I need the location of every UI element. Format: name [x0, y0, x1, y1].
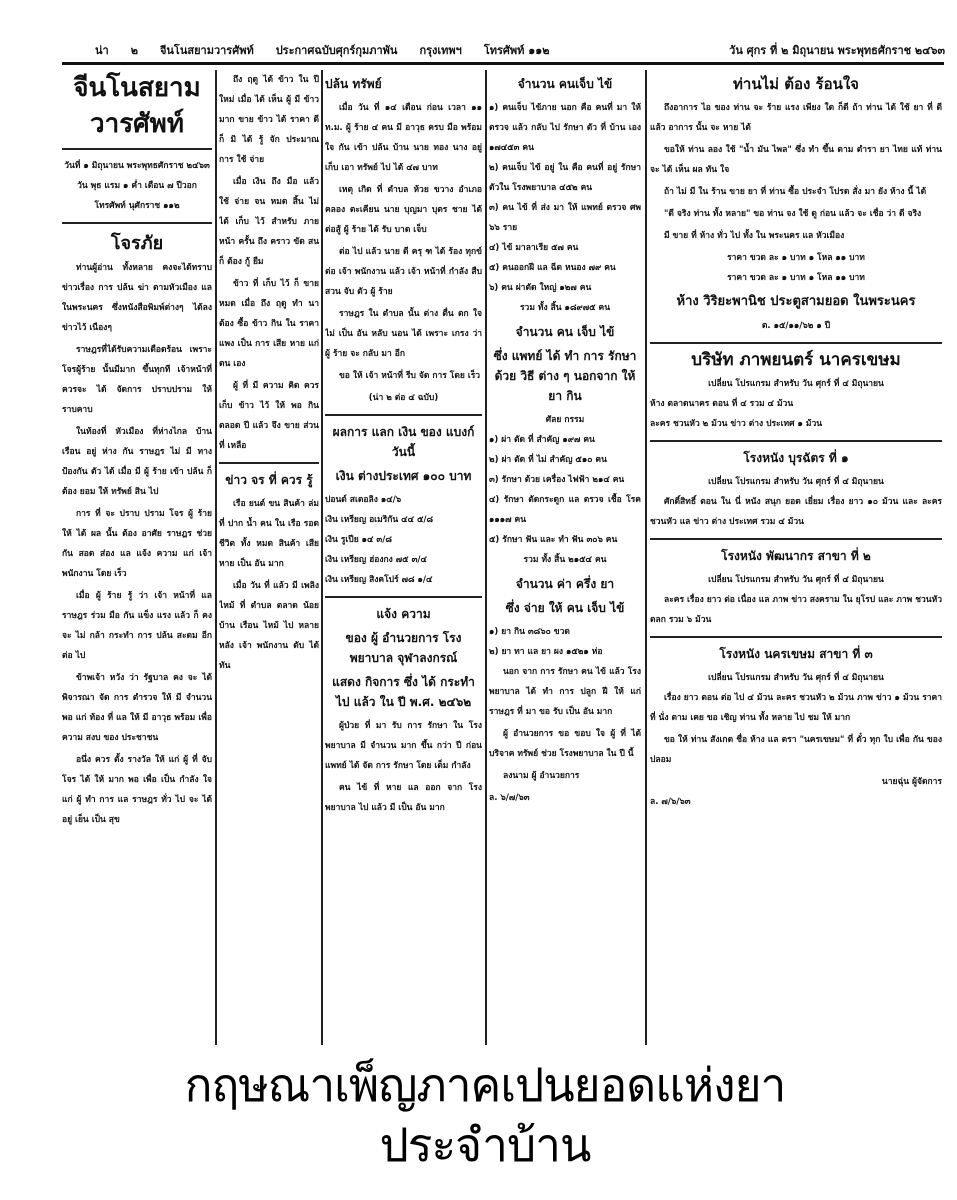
signature: นายฉุ่น ผู้จัดการ	[881, 777, 942, 787]
issue-label: ประกาศฉบับศุกร์กุมภาพัน	[275, 44, 398, 57]
column-four	[489, 70, 641, 1045]
paragraph: ท่านผู้อ่าน ทั้งหลาย คงจะได้ทราบ ข่าวเรื่อง การ ปล้น ฆ่า ตามหัวเมือง แลในพระนคร ซึ่งหนังสือพิมพ์ต่างๆ ได้ลง ข่าวไว้ เนืองๆ	[62, 263, 212, 333]
paragraph: การ ที่ จะ ปราบ ปราม โจร ผู้ ร้าย ให้ ได้ ผล นั้น ต้อง อาศัย ราษฎร ช่วย กัน สอด ส่อง แล แจ้ง ความ แก่ เจ้า พนักงาน โดย เร็ว	[62, 509, 212, 579]
rule	[650, 440, 942, 442]
list-item: ๔) รักษา ตัดกระดูก แล ตรวจ เชื้อ โรค ๑๑๑๗ คน	[489, 495, 641, 525]
paragraph: เมื่อ เงิน ถึง มือ แล้ว ใช้ จ่าย จน หมด สิ้น ไม่ ได้ เก็บ ไว้ สำหรับ ภาย หน้า ครั้น ถึง คราว ขัด สน ก็ ต้อง กู้ ยืม	[219, 177, 319, 267]
column-divider	[485, 70, 487, 1045]
continued-note: (น่า ๒ ต่อ ๔ ฉบับ)	[368, 393, 439, 403]
paragraph: "ดี จริง ท่าน ทั้ง หลาย" ขอ ท่าน จง ใช้ ดู ก่อน แล้ว จะ เชื่อ ว่า ดี จริง	[664, 209, 922, 219]
patients-list	[489, 98, 641, 298]
theatre-text: ละคร เรื่อง ยาว ต่อ เนื่อง แล ภาพ ข่าว สงคราม ใน ยุโรป และ ภาพ ชวนหัว ตลก รวม ๖ ม้วน	[650, 595, 942, 625]
newspaper-name: จีนโนสยามวารศัพท์	[159, 44, 254, 57]
rule	[62, 222, 212, 224]
theatre-name: โรงหนัง นครเขษม สาขา ที่ ๓	[719, 647, 873, 661]
list-item: ๕) รักษา ฟัน และ ทำ ฟัน ๓๐๖ คน	[489, 535, 618, 545]
list-item: เงิน เหรียญ สิงคโปร์ ๗๘ ๑/๔	[325, 575, 433, 585]
city: กรุงเทพฯ	[419, 44, 462, 57]
paragraph: ราษฎรที่ได้รับความเดือดร้อน เพราะโจรผู้ร้าย นั้นมีมาก ขึ้นทุกที เจ้าหน้าที่ ควรจะ ได้ จัดการ ปราบปราม ให้ ราบคาบ	[62, 345, 212, 415]
price: ราคา ขวด ละ ๑ บาท ๑ โหล ๑๑ บาท	[727, 253, 865, 263]
rule	[325, 414, 482, 416]
paragraph: มี ขาย ที่ ห้าง ทั่ว ไป ทั้ง ใน พระนคร แล หัวเมือง	[664, 231, 845, 241]
paragraph: ขอ ให้ เจ้า หน้าที่ รีบ จัด การ โดย เร็ว	[339, 371, 481, 381]
price: ราคา ขวด ละ ๑ บาท ๑ โหล ๑๑ บาท	[727, 273, 865, 283]
column-editorial	[62, 70, 212, 1045]
paragraph: นอก จาก การ รักษา คน ไข้ แล้ว โรงพยาบาล ได้ ทำ การ ปลูก ฝี ให้ แก่ ราษฎร ที่ มา ขอ รับ เป็น อัน มาก	[489, 667, 641, 717]
masthead-rule	[62, 62, 944, 65]
paragraph: ผู้ อำนวยการ ขอ ขอบ ใจ ผู้ ที่ ได้ บริจาค ทรัพย์ ช่วย โรงพยาบาล ใน ปี นี้	[489, 729, 641, 759]
list-item: ๕) คนออกฝี แล ฉีด หนอง ๗๙ คน	[489, 263, 616, 273]
footer-code: ล. ๗/๖/๖๓	[650, 797, 691, 807]
surgery-list	[489, 430, 641, 550]
paragraph: ข้าว ที่ เก็บ ไว้ ก็ ขาย หมด เมื่อ ถึง ฤดู ทำ นา ต้อง ซื้อ ข้าว กิน ใน ราคา แพง เป็น การ เสีย หาย แก่ ตน เอง	[219, 279, 319, 369]
newspaper-title: จีนโนสยามวารศัพท์	[73, 73, 201, 139]
theatre-name: โรงหนัง บุรฉัตร ที่ ๑	[743, 451, 849, 465]
company-sub: เปลี่ยน โปรแกรม สำหรับ วัน ศุกร์ ที่ ๔ มิถุนายน	[708, 379, 884, 389]
total: รวม ทั้ง สิ้น ๑๘๙๗๕ คน	[519, 303, 611, 313]
list-item: เงิน เหรียญ อเมริกัน ๔๔ ๕/๘	[325, 515, 434, 525]
dateline: วันที่ ๑ มิถุนายน พระพุทธศักราช ๒๔๖๓	[64, 161, 210, 171]
paragraph: ผู้ ที่ มี ความ คิด ควร เก็บ ข้าว ไว้ ให้ พอ กิน ตลอด ปี แล้ว จึง ขาย ส่วน ที่ เหลือ	[219, 381, 319, 451]
theatre-text: ศักดิ์สิทธิ์ ตอน ใน นี่ หนัง สนุก ยอด เยี่ยม เรื่อง ยาว ๑๐ ม้วน และ ละคร ชวนหัว แล ข่าว ต่าง ประเทศ รวม ๔ ม้วน	[650, 497, 942, 527]
paragraph: ถ้า ไม่ มี ใน ร้าน ขาย ยา ที่ ท่าน ซื้อ ประจำ โปรด สั่ง มา ยัง ห้าง นี้ ได้	[664, 187, 927, 197]
robbery-heading: ปล้น ทรัพย์	[325, 77, 382, 91]
notice-heading: แจ้ง ความ	[376, 607, 431, 621]
medicine-list	[489, 622, 641, 662]
list-item: ๓) รักษา ด้วย เครื่อง ไฟฟ้า ๒๑๔ คน	[489, 475, 625, 485]
column-divider	[645, 70, 647, 1045]
list-item: เงิน รูเปีย ๑๔ ๓/๘	[325, 535, 392, 545]
column-divider	[321, 70, 323, 1045]
list-item: ๑) ผ่า ตัด ที่ สำคัญ ๑๙๗ คน	[489, 435, 595, 445]
paragraph: ข้าพเจ้า หวัง ว่า รัฐบาล คง จะ ได้ พิจารณา จัด การ ตำรวจ ให้ มี จำนวน พอ แก่ ท้อง ที่ แล ให้ มี อาวุธ พร้อม เพื่อ ความ สงบ ของ ประชาชน	[62, 673, 212, 743]
exchange-heading: ผลการ แลก เงิน ของ แบงก์ วันนี้	[332, 425, 475, 459]
article-body	[219, 70, 319, 456]
page-number: ๒	[130, 44, 138, 57]
notice-subheading: ของ ผู้ อำนวยการ โรงพยาบาล จุฬาลงกรณ์	[345, 631, 462, 665]
list-item: ปอนด์ สเตอลิง ๑๔/๖	[325, 495, 402, 505]
theatre-sub: เปลี่ยน โปรแกรม สำหรับ วัน ศุกร์ ที่ ๔ มิถุนายน	[708, 673, 884, 683]
paragraph: ขอให้ ท่าน ลอง ใช้ "น้ำ มัน ไพล" ซึ่ง ทำ ขึ้น ตาม ตำรา ยา ไทย แท้ ท่าน จะ ได้ เห็น ผล ทัน ใจ	[650, 145, 942, 175]
column-three	[325, 70, 482, 1045]
theatre-name: โรงหนัง พัฒนากร สาขา ที่ ๒	[721, 549, 871, 563]
editorial-body	[62, 258, 212, 830]
paragraph: ราษฎร ใน ตำบล นั้น ต่าง ตื่น ตก ใจ ไม่ เป็น อัน หลับ นอน ได้ เพราะ เกรง ว่า ผู้ ร้าย จะ กลับ มา อีก	[325, 309, 482, 359]
paragraph: เหตุ เกิด ที่ ตำบล ห้วย ขวาง อำเภอ คลอง ตะเคียน นาย บุญมา บุตร ชาย ได้ ต่อสู้ ผู้ ร้าย ได้ รับ บาด เจ็บ	[325, 185, 482, 235]
news-heading: ข่าว จร ที่ ควร รู้	[225, 473, 313, 487]
patients-subheading: ซึ่ง แพทย์ ได้ ทำ การ รักษา ด้วย วิธี ต่าง ๆ นอกจาก ให้ ยา กิน	[493, 349, 637, 403]
article-body	[325, 716, 482, 818]
footer-code: ล. ๖/๗/๖๓	[489, 793, 530, 803]
shop-name: ห้าง วิริยะพานิช ประตูสามยอด ในพระนคร	[676, 294, 916, 309]
notice-text: ขอ ให้ ท่าน สังเกต ชื่อ ห้าง แล ตรา "นครเขษม" ที่ ตั๋ว ทุก ใบ เพื่อ กัน ของ ปลอม	[650, 735, 942, 765]
rule	[650, 342, 942, 344]
paragraph: เมื่อ ผู้ ร้าย รู้ ว่า เจ้า หน้าที่ แล ราษฎร ร่วม มือ กัน แข็ง แรง แล้ว ก็ คง จะ ไม่ กล้า กระทำ การ ปล้น สะดม อีก ต่อ ไป	[62, 591, 212, 661]
list-item: ๖) คน ผ่าตัด ใหญ่ ๑๒๗ คน	[489, 283, 592, 293]
paragraph: ลงนาม ผู้ อำนวยการ	[503, 771, 580, 781]
article-body	[489, 662, 641, 786]
surgery-heading: ศัลย กรรม	[545, 415, 585, 425]
paragraph: เรือ ยนต์ ขน สินค้า ล่ม ที่ ปาก น้ำ คน ใน เรือ รอด ชีวิต ทั้ง หมด สินค้า เสีย หาย เป็น อัน มาก	[219, 499, 319, 569]
theatre-text: เรื่อง ยาว ตอน ต่อ ไป ๔ ม้วน ละคร ชวนหัว ๒ ม้วน ภาพ ข่าว ๑ ม้วน ราคา ที่ นั่ง ตาม เคย ขอ เชิญ ท่าน ทั้ง หลาย ไป ชม ให้ มาก	[650, 693, 942, 723]
rule	[325, 596, 482, 598]
paragraph: เมื่อ วัน ที่ แล้ว มี เพลิง ไหม้ ที่ ตำบล ตลาด น้อย บ้าน เรือน ไหม้ ไป หลาย หลัง เจ้า พนักงาน ดับ ได้ ทัน	[219, 581, 319, 671]
ad-heading: ท่านไม่ ต้อง ร้อนใจ	[733, 75, 859, 93]
list-item: ๓) คน ไข้ ที่ ส่ง มา ให้ แพทย์ ตรวจ ศพ ๖๖ ราย	[489, 203, 641, 233]
list-item: ๒) ยา ทา แล ยา ผง ๑๕๒๑ ห่อ	[489, 647, 603, 657]
article-body	[325, 98, 482, 386]
paragraph: อนึ่ง ควร ตั้ง รางวัล ให้ แก่ ผู้ ที่ จับ โจร ได้ ให้ มาก พอ เพื่อ เป็น กำลัง ใจ แก่ ผู้ ทำ การ แล ราษฎร ทั่ว ไป จะ ได้ อยู่ เย็น เป็น สุข	[62, 755, 212, 825]
notice-subheading: แสดง กิจการ ซึ่ง ได้ กระทำ ไป แล้ว ใน ปี พ.ศ. ๒๔๖๒	[332, 675, 475, 709]
dateline: วัน พุธ แรม ๑ ค่ำ เดือน ๗ ปีวอก	[77, 181, 197, 191]
list-item: ๔) ไข้ มาลาเรีย ๕๗ คน	[489, 243, 579, 253]
list-item: ๒) ผ่า ตัด ที่ ไม่ สำคัญ ๕๑๐ คน	[489, 455, 607, 465]
issue-date: วัน ศุกร ที่ ๒ มิถุนายน พระพุทธศักราช ๒๔๖๓	[729, 44, 945, 57]
list-item: ๑) คนเจ็บ ไข้ภาย นอก คือ คนที่ มา ให้ ตรวจ แล้ว กลับ ไป รักษา ตัว ที่ บ้าน เอง ๑๗๔๕๓ คน	[489, 103, 641, 153]
column-divider	[215, 70, 217, 1045]
list-item: ๒) คนเจ็บ ไข้ อยู่ ใน คือ คนที่ อยู่ รักษา ตัวใน โรงพยาบาล ๔๕๒ คน	[489, 163, 641, 193]
phone: โทรศัพท์ ๑๑๒	[483, 44, 550, 57]
rule	[62, 148, 212, 150]
article-body	[219, 494, 319, 676]
paragraph: ถึงอาการ ไอ ของ ท่าน จะ ร้าย แรง เพียง ใด ก็ดี ถ้า ท่าน ได้ ใช้ ยา ที่ ดี แล้ว อาการ นั้น จะ หาย ได้	[650, 103, 942, 133]
paragraph: ผู้ป่วย ที่ มา รับ การ รักษา ใน โรงพยาบาล มี จำนวน มาก ขึ้น กว่า ปี ก่อน แพทย์ ได้ จัด การ รักษา โดย เต็ม กำลัง	[325, 721, 482, 771]
theatre-sub: เปลี่ยน โปรแกรม สำหรับ วัน ศุกร์ ที่ ๔ มิถุนายน	[708, 477, 884, 487]
advertisement-banner: กฤษณาเพ็ญภาคเปนยอดแห่งยาประจำบ้าน	[184, 1058, 786, 1172]
patients-heading: จำนวน คนเจ็บ ไข้	[517, 77, 613, 91]
theatre-sub: เปลี่ยน โปรแกรม สำหรับ วัน ศุกร์ ที่ ๔ มิถุนายน	[708, 575, 884, 585]
list-item: ๑) ยา กิน ๓๘๖๐ ขวด	[489, 627, 570, 637]
paragraph: เมื่อ วัน ที่ ๑๔ เดือน ก่อน เวลา ๑๑ ท.ม. ผู้ ร้าย ๔ คน มี อาวุธ ครบ มือ พร้อม ใจ กัน เข้า ปล้น บ้าน นาย ทอง นาง อยู่ เก็บ เอา ทรัพย์ ไป ได้ ๔๗ บาท	[325, 103, 482, 173]
patients-heading: จำนวน คน เจ็บ ไข้	[515, 325, 615, 339]
exchange-rates	[325, 490, 482, 590]
rule	[219, 462, 319, 464]
ad-body	[650, 98, 942, 246]
masthead	[95, 40, 945, 60]
paragraph: คน ไข้ ที่ หาย แล ออก จาก โรงพยาบาล ไป แล้ว มี เป็น อัน มาก	[325, 783, 482, 813]
dateline: โทรศัพท์ นุศักราช ๑๑๒	[94, 201, 180, 211]
company-line: ละคร ชวนหัว ๒ ม้วน ข่าว ต่าง ประเทศ ๑ ม้วน	[650, 419, 823, 429]
exchange-subheading: เงิน ต่างประเทศ ๑๐๐ บาท	[335, 469, 472, 483]
company-line: ห้าง ตลาดนาคร ตอน ที่ ๔ รวม ๔ ม้วน	[650, 399, 794, 409]
paragraph: ต่อ ไป แล้ว นาย ดี ครุ ฑ ได้ ร้อง ทุกข์ ต่อ เจ้า พนักงาน แล้ว เจ้า หน้าที่ กำลัง สืบ สวน จับ ตัว ผู้ ร้าย	[325, 247, 482, 297]
paragraph: ถึง ฤดู ได้ ข้าว ใน ปี ใหม่ เมื่อ ได้ เห็น ผู้ มี ข้าว มาก ขาย ข้าว ได้ ราคา ดี ก็ มิ ได้ รู้ จัก ประมาณ การ ใช้ จ่าย	[219, 75, 319, 165]
page-label: น่า	[95, 44, 109, 57]
paragraph: ในท้องที่ หัวเมือง ที่ห่างไกล บ้าน เรือน อยู่ ห่าง กัน ราษฎร ไม่ มี ทาง ป้องกัน ตัว ได้ เมื่อ มี ผู้ ร้าย เข้า ปล้น ก็ ต้อง ยอม ให้ ทรัพย์ สิน ไป	[62, 427, 212, 497]
medicine-subheading: ซึ่ง จ่าย ให้ คน เจ็บ ไข้	[505, 601, 625, 615]
total: รวม ทั้ง สิ้น ๒๑๕๔ คน	[523, 555, 607, 565]
editorial-heading: โจรภัย	[110, 233, 164, 254]
list-item: เงิน เหรียญ ฮ่องกง ๗๕ ๓/๔	[325, 555, 427, 565]
company-name: บริษัท ภาพยนตร์ นาครเขษม	[691, 350, 901, 370]
column-advertisements	[650, 70, 942, 1045]
shop-line: ต. ๑๕/๑๑/๖๒ ๑ ปี	[761, 321, 831, 331]
column-two	[219, 70, 319, 1045]
medicine-heading: จำนวน ค่า ครึ่ง ยา	[515, 577, 615, 591]
rule	[650, 538, 942, 540]
rule	[650, 636, 942, 638]
